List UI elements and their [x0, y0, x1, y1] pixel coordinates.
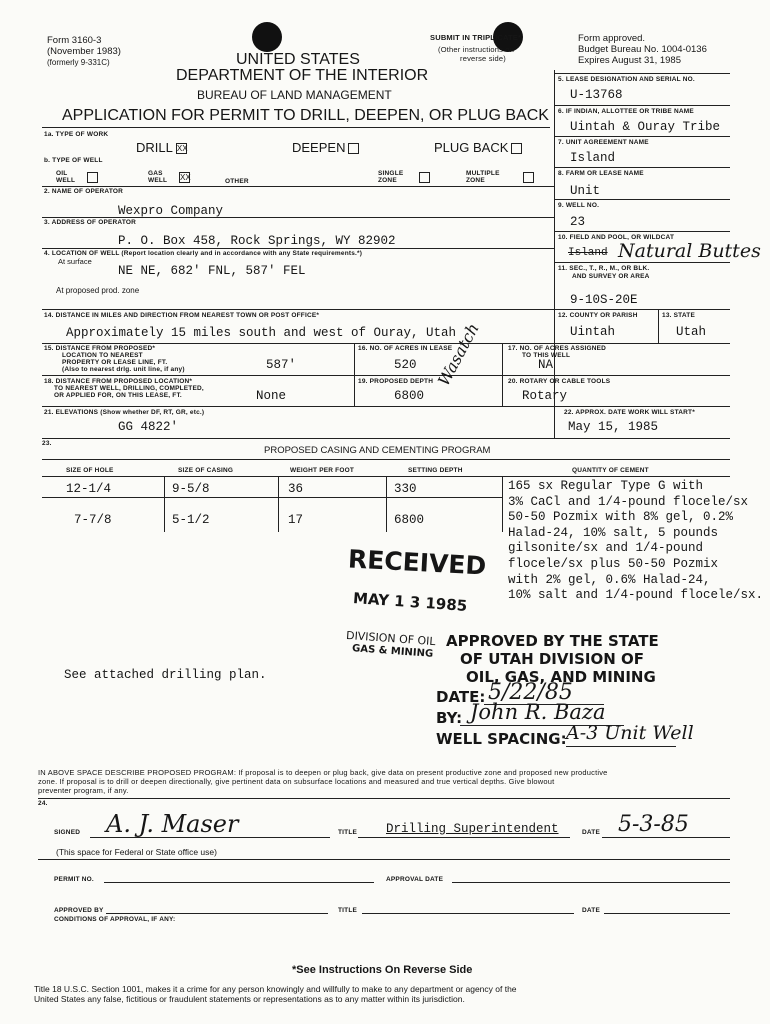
row2-weight: 17 [288, 513, 304, 527]
type-well-label: b. TYPE OF WELL [44, 157, 103, 164]
approved-stamp-1: APPROVED BY THE STATE [446, 632, 659, 650]
date2-label: DATE [582, 907, 601, 914]
see-instructions: *See Instructions On Reverse Side [292, 964, 473, 976]
f18-label-3: OR APPLIED FOR, ON THIS LEASE, FT. [54, 392, 182, 399]
approval-date-handwritten: 5/22/85 [488, 680, 573, 705]
single-zone-box[interactable] [419, 172, 430, 183]
f13-value: Utah [676, 325, 707, 339]
agency-department: DEPARTMENT OF THE INTERIOR [176, 67, 429, 84]
f12-value: Uintah [570, 325, 616, 339]
oil-well-label: OIL WELL [56, 170, 76, 184]
f20-value: Rotary [522, 389, 568, 403]
f10-handwritten: Natural Buttes [618, 240, 761, 262]
page-title: APPLICATION FOR PERMIT TO DRILL, DEEPEN, OR PLUG BACK [62, 107, 549, 124]
address-label: 3. ADDRESS OF OPERATOR [44, 219, 137, 226]
cement-line: with 2% gel, 0.6% Halad-24, [508, 572, 711, 587]
distance-label: 14. DISTANCE IN MILES AND DIRECTION FROM NEAREST TOWN OR POST OFFICE* [44, 312, 320, 319]
f15-label-3: PROPERTY OR LEASE LINE, FT. [62, 359, 168, 366]
f7-label: 7. UNIT AGREEMENT NAME [558, 139, 649, 146]
col-size-hole: SIZE OF HOLE [66, 467, 114, 474]
f18-label-2: TO NEAREST WELL, DRILLING, COMPLETED, [54, 385, 204, 392]
row1-depth: 330 [394, 482, 417, 496]
well-spacing-label: WELL SPACING: [436, 730, 567, 748]
f21-value: GG 4822' [118, 420, 179, 434]
cement-line: 50-50 Pozmix with 8% gel, 0.2% [508, 510, 734, 525]
row1-casing: 9-5/8 [172, 482, 210, 496]
by-stamp-label: BY: [436, 709, 463, 727]
received-stamp: RECEIVED [347, 544, 487, 581]
form-formerly: (formerly 9-331C) [47, 58, 110, 67]
row1-weight: 36 [288, 482, 304, 496]
f13-label: 13. STATE [662, 312, 695, 319]
federal-state-space: (This space for Federal or State office use) [56, 847, 217, 857]
f18-label-1: 18. DISTANCE FROM PROPOSED LOCATION* [44, 378, 193, 385]
f9-value: 23 [570, 215, 586, 229]
f15-label-4: (Also to nearest drlg. unit line, if any) [62, 366, 185, 373]
deepen-checkbox[interactable] [292, 140, 359, 155]
date-handwritten: 5-3-85 [618, 812, 689, 837]
f6-label: 6. IF INDIAN, ALLOTTEE OR TRIBE NAME [558, 108, 694, 115]
col-size-casing: SIZE OF CASING [178, 467, 234, 474]
f18-value: None [256, 389, 287, 403]
signed-label: SIGNED [54, 829, 81, 836]
cement-line: Halad-24, 10% salt, 5 pounds [508, 525, 719, 540]
f17-label [508, 345, 606, 359]
usc-notice-1: Title 18 U.S.C. Section 1001, makes it a crime for any person knowingly and willfully to make to any department or agency of the [34, 984, 517, 994]
f22-label: 22. APPROX. DATE WORK WILL START* [564, 409, 695, 416]
f7-value: Island [570, 151, 616, 165]
other-label: OTHER [225, 178, 249, 185]
cement-line: gilsonite/sx and 1/4-pound [508, 541, 704, 556]
f10-struck: Island [568, 247, 608, 259]
f15-label-2: LOCATION TO NEAREST [62, 352, 143, 359]
cement-line: 3% CaCl and 1/4-pound flocele/sx [508, 494, 749, 509]
form-number: Form 3160-3 [47, 35, 102, 46]
single-zone-label: SINGLE ZONE [378, 170, 404, 184]
f15-label-1: 15. DISTANCE FROM PROPOSED* [44, 345, 156, 352]
signature: A. J. Maser [106, 810, 239, 838]
program-title: PROPOSED CASING AND CEMENTING PROGRAM [264, 445, 491, 456]
f6-value: Uintah & Ouray Tribe [570, 120, 721, 134]
f16-value: 520 [394, 358, 417, 372]
f5-label: 5. LEASE DESIGNATION AND SERIAL NO. [558, 76, 695, 83]
agency-united-states: UNITED STATES [236, 51, 360, 68]
drill-checkbox[interactable] [136, 140, 187, 155]
f18-label [44, 378, 204, 399]
f24-label: 24. [38, 800, 48, 807]
f17-label-1: 17. NO. OF ACRES ASSIGNED [508, 345, 607, 352]
reverse-side: reverse side) [460, 54, 506, 63]
approved-stamp-3: OIL, GAS, AND MINING [466, 668, 656, 686]
f17-value: NA [538, 358, 554, 372]
cement-line: 10% salt and 1/4-pound flocele/sx. [508, 588, 764, 603]
f22-value: May 15, 1985 [568, 420, 659, 434]
location-value: NE NE, 682' FNL, 587' FEL [118, 264, 306, 278]
approved-by-label: APPROVED BY [54, 907, 104, 914]
handwritten-wasatch: Wasatch [434, 319, 483, 389]
approved-by-handwritten: John R. Baza [470, 700, 606, 724]
operator-label: 2. NAME OF OPERATOR [44, 188, 124, 195]
operator-value: Wexpro Company [118, 204, 224, 218]
approved-stamp-2: OF UTAH DIVISION OF [460, 650, 644, 668]
f20-label: 20. ROTARY OR CABLE TOOLS [508, 378, 611, 385]
row1-hole: 12-1/4 [66, 482, 112, 496]
deepen-label: DEEPEN [292, 140, 346, 155]
prod-zone-label: At proposed prod. zone [56, 286, 140, 295]
bureau: BUREAU OF LAND MANAGEMENT [197, 88, 392, 102]
plug-back-label: PLUG BACK [434, 140, 509, 155]
date-stamp-label: DATE: [436, 688, 486, 706]
division-stamp-2: GAS & MINING [351, 643, 434, 660]
punch-hole-left [252, 22, 282, 52]
f12-label: 12. COUNTY OR PARISH [558, 312, 638, 319]
f8-value: Unit [570, 184, 601, 198]
f19-label: 19. PROPOSED DEPTH [358, 378, 434, 385]
drill-mark: XX [176, 144, 188, 154]
f15-label [44, 345, 185, 373]
submit-in-triplicate: SUBMIT IN TRIPLICATE* [430, 33, 522, 42]
above-space-1: IN ABOVE SPACE DESCRIBE PROPOSED PROGRAM: If proposal is to deepen or plug back, give data on present productive zone and proposed new productive [38, 768, 608, 777]
row2-depth: 6800 [394, 513, 425, 527]
attached-drilling-plan: See attached drilling plan. [64, 668, 267, 682]
f17-label-2: TO THIS WELL [522, 352, 571, 359]
f16-label: 16. NO. OF ACRES IN LEASE [358, 345, 453, 352]
plug-back-checkbox[interactable] [434, 140, 522, 155]
f5-value: U-13768 [570, 88, 623, 102]
received-date-stamp: MAY 1 3 1985 [352, 589, 468, 615]
row2-casing: 5-1/2 [172, 513, 210, 527]
f21-label: 21. ELEVATIONS (Show whether DF, RT, GR, etc.) [44, 409, 205, 416]
above-space-3: preventer program, if any. [38, 786, 129, 795]
well-spacing-handwritten: A-3 Unit Well [566, 722, 694, 744]
plug-back-box [511, 143, 522, 154]
distance-value: Approximately 15 miles south and west of Ouray, Utah [66, 326, 457, 340]
gas-well-box[interactable]: XX [180, 173, 191, 182]
usc-notice-2: United States any false, fictitious or fraudulent statements or representations as to any matter within its jurisdiction. [34, 994, 465, 1004]
other-instructions: (Other instructions on [438, 45, 515, 54]
deepen-box [348, 143, 359, 154]
f11-value: 9-10S-20E [570, 293, 638, 307]
address-value: P. O. Box 458, Rock Springs, WY 82902 [118, 234, 396, 248]
approval-date-label: APPROVAL DATE [386, 876, 444, 883]
budget-bureau: Budget Bureau No. 1004-0136 [578, 44, 707, 55]
row2-hole: 7-7/8 [74, 513, 112, 527]
form-approved: Form approved. [578, 33, 646, 44]
at-surface: At surface [58, 257, 92, 266]
f11-label-1: 11. SEC., T., R., M., OR BLK. [558, 265, 650, 272]
cement-line: 165 sx Regular Type G with [508, 479, 704, 493]
title2-label: TITLE [338, 907, 358, 914]
type-work-label: 1a. TYPE OF WORK [44, 131, 109, 138]
cement-quantity [508, 479, 763, 604]
cement-line: flocele/sx plus 50-50 Pozmix [508, 556, 719, 571]
f8-label: 8. FARM OR LEASE NAME [558, 170, 644, 177]
drill-label: DRILL [136, 140, 173, 155]
date-label: DATE [582, 829, 601, 836]
f15-value: 587' [266, 358, 297, 372]
f10-label: 10. FIELD AND POOL, OR WILDCAT [558, 234, 675, 241]
oil-well-box[interactable] [87, 172, 98, 183]
gas-well-label: GAS WELL [148, 170, 168, 184]
location-label: 4. LOCATION OF WELL (Report location clearly and in accordance with any State requirements.*) [44, 250, 363, 257]
permit-no-label: PERMIT NO. [54, 876, 94, 883]
col-weight: WEIGHT PER FOOT [290, 467, 355, 474]
expires: Expires August 31, 1985 [578, 55, 681, 66]
col-quantity: QUANTITY OF CEMENT [572, 467, 649, 474]
conditions-label: CONDITIONS OF APPROVAL, IF ANY: [54, 916, 176, 923]
multiple-zone-label: MULTIPLE ZONE [466, 170, 500, 184]
multiple-zone-box[interactable] [523, 172, 534, 183]
f23-label: 23. [42, 440, 52, 447]
title-value: Drilling Superintendent [386, 822, 559, 836]
title-label: TITLE [338, 829, 358, 836]
division-stamp-1: DIVISION OF OIL [345, 628, 436, 649]
form-date: (November 1983) [47, 46, 121, 57]
col-depth: SETTING DEPTH [408, 467, 463, 474]
f11-label-2: AND SURVEY OR AREA [572, 273, 650, 280]
f9-label: 9. WELL NO. [558, 202, 600, 209]
above-space-2: zone. If proposal is to drill or deepen directionally, give pertinent data on subsurface locations and measured and true vertical depths. Give blowout [38, 777, 555, 786]
f19-value: 6800 [394, 389, 425, 403]
